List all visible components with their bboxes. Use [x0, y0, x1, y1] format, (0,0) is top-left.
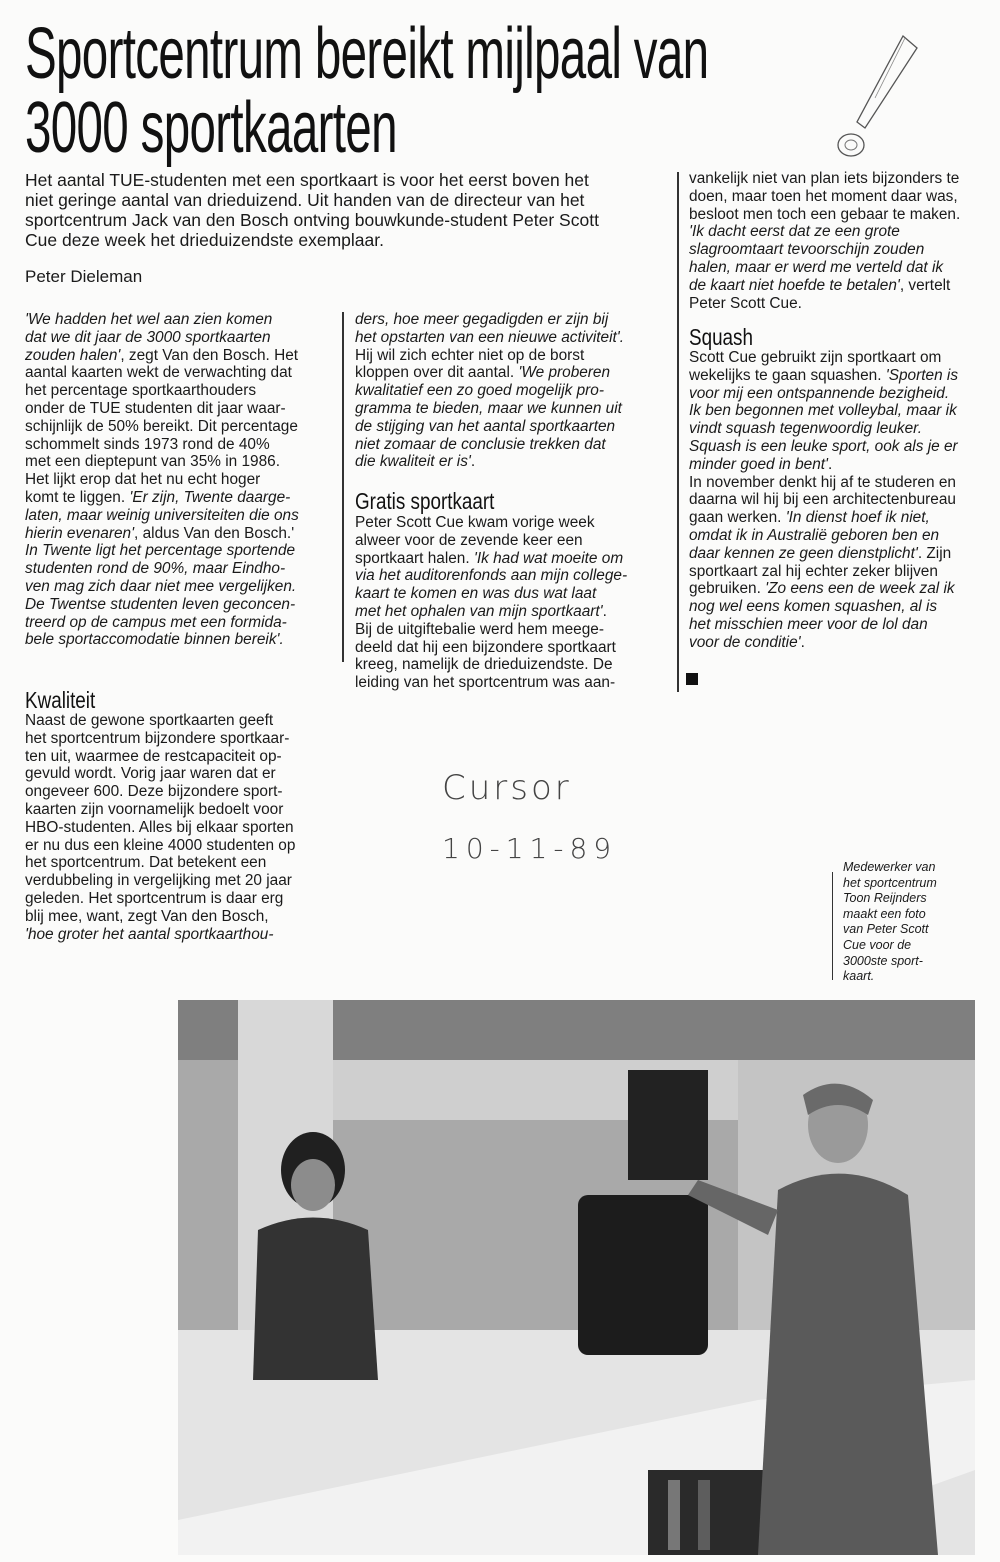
body-text: . — [827, 455, 833, 473]
text-line — [689, 402, 958, 420]
text-line — [355, 639, 627, 657]
body-text: sportkaart zal hij echter zeker blijven — [689, 562, 938, 580]
quote-text: met het ophalen van mijn sportkaart' — [355, 602, 603, 620]
text-line — [355, 621, 627, 639]
text-line — [25, 926, 295, 944]
body-text: verdubbeling in vergelijking met 20 jaar — [25, 872, 292, 890]
body-text: blij mee, want, zegt Van den Bosch, — [25, 907, 269, 925]
text-line — [25, 453, 299, 471]
body-text: . — [470, 453, 476, 471]
body-text: Peter Scott Cue. — [689, 294, 802, 312]
camera-card — [628, 1070, 708, 1180]
section-heading-kwaliteit: Kwaliteit — [25, 687, 96, 713]
end-mark — [686, 673, 698, 685]
text-line — [689, 634, 958, 652]
body-text: , vertelt — [899, 276, 951, 294]
column-3-body-2 — [689, 349, 958, 652]
text-line — [355, 311, 624, 329]
quote-text: ven mag zich daar niet mee vergelijken. — [25, 577, 297, 595]
text-line — [355, 514, 627, 532]
text-line — [689, 277, 960, 295]
text-line — [355, 585, 627, 603]
body-text: . — [602, 602, 607, 620]
quote-text: studenten rond de 90%, maar Eindho- — [25, 560, 286, 578]
text-line — [25, 400, 299, 418]
body-text: Naast de gewone sportkaarten geeft — [25, 712, 274, 729]
quote-text: de stijging van het aantal sportkaarten — [355, 417, 616, 435]
body-text: leiding van het sportcentrum was aan- — [355, 674, 616, 692]
text-line — [25, 525, 299, 543]
text-line — [25, 382, 299, 400]
intro-line: sportcentrum Jack van den Bosch ontving bouwkunde-student Peter Scott — [25, 210, 599, 230]
text-line — [25, 765, 295, 783]
text-line — [25, 542, 299, 560]
text-line — [355, 364, 624, 382]
quote-text: bele sportaccomodatie binnen bereik'. — [25, 631, 284, 649]
text-line — [689, 509, 958, 527]
text-line — [25, 908, 295, 926]
handwritten-publication: Cursor — [442, 768, 572, 808]
intro-line: Cue deze week het drieduizendste exemplaar. — [25, 230, 384, 250]
quote-text: kaart te komen en was dus wat laat — [355, 585, 597, 603]
quote-text: 'Zo eens een de week zal ik — [765, 580, 955, 598]
text-line — [689, 206, 960, 224]
text-line — [689, 259, 960, 277]
text-line — [689, 349, 958, 367]
quote-text: 'We hadden het wel aan zien komen — [25, 311, 273, 328]
column-1-body — [25, 311, 299, 649]
quote-text: voor de conditie' — [689, 633, 801, 651]
text-line — [689, 491, 958, 509]
text-line — [25, 418, 299, 436]
caption-line: maakt een foto — [843, 906, 926, 921]
text-line — [25, 712, 295, 730]
body-text: . Zijn — [917, 544, 952, 562]
body-text: gebruiken. — [689, 580, 766, 598]
quote-text: het opstarten van een nieuwe activiteit'. — [355, 328, 625, 346]
text-line — [355, 656, 627, 674]
intro-paragraph — [25, 170, 599, 250]
text-line — [25, 560, 299, 578]
quote-text: dat we dit jaar de 3000 sportkaarten — [25, 328, 271, 346]
body-text: het sportcentrum. Dat betekent een — [25, 854, 267, 872]
quote-text: kwalitatief een zo goed mogelijk pro- — [355, 382, 604, 400]
text-line — [689, 438, 958, 456]
body-text: ongeveer 600. Deze bijzondere sport- — [25, 783, 283, 801]
quote-text: laten, maar weinig universiteiten die ons — [25, 506, 299, 524]
caption-divider — [832, 872, 833, 980]
body-text: In november denkt hij af te studeren en — [689, 473, 956, 491]
body-text: HBO-studenten. Alles bij elkaar sporten — [25, 818, 294, 836]
quote-text: die kwaliteit er is' — [355, 453, 471, 471]
text-line — [25, 507, 299, 525]
body-text: sportkaart halen. — [355, 549, 474, 567]
text-line — [355, 329, 624, 347]
text-line — [689, 456, 958, 474]
body-text: doen, maar toen het moment daar was, — [689, 187, 958, 205]
column-2-body — [355, 311, 624, 471]
text-line — [689, 223, 960, 241]
text-line — [25, 872, 295, 890]
caption-line: Toon Reijnders — [843, 891, 927, 906]
intro-line: Het aantal TUE-studenten met een sportkaart is voor het eerst boven het — [25, 170, 589, 190]
body-text: besloot men toch een gebaar te maken. — [689, 205, 961, 223]
body-text: , aldus Van den Bosch.' — [134, 524, 295, 542]
text-line — [689, 367, 958, 385]
quote-text: 'hoe groter het aantal sportkaarthou- — [25, 925, 274, 943]
text-line — [25, 631, 299, 649]
quote-text: 'Sporten is — [885, 366, 959, 384]
quote-text: niet zomaar de conclusie trekken dat — [355, 435, 606, 453]
quote-text: Squash is een leuke sport, ook als je er — [689, 437, 958, 455]
text-line — [355, 674, 627, 692]
text-line — [689, 295, 960, 313]
text-line — [689, 385, 958, 403]
text-line — [689, 563, 958, 581]
text-line — [355, 550, 627, 568]
text-line — [689, 188, 960, 206]
text-line — [25, 471, 299, 489]
quote-text: treerd op de campus met een formida- — [25, 613, 287, 631]
text-line — [25, 596, 299, 614]
body-text: ten uit, waarmee de restcapaciteit op- — [25, 747, 282, 765]
text-line — [25, 578, 299, 596]
text-line — [689, 598, 958, 616]
quote-text: vindt squash tegenwoordig leuker. — [689, 420, 923, 438]
text-line — [355, 347, 624, 365]
body-text: kaarten zijn voornamelijk bedoelt voor — [25, 800, 284, 818]
section-heading-squash: Squash — [689, 324, 753, 350]
quote-text: minder goed in bent' — [689, 455, 828, 473]
body-text: schijnlijk de 50% bereikt. Dit percentage — [25, 417, 298, 435]
text-line — [355, 532, 627, 550]
caption-line: van Peter Scott — [843, 922, 929, 937]
body-text: deeld dat hij een bijzondere sportkaart — [355, 638, 616, 656]
body-text: kloppen over dit aantal. — [355, 364, 519, 382]
quote-text: zouden halen' — [25, 346, 121, 364]
body-text: , zegt Van den Bosch. Het — [120, 346, 299, 364]
body-text: wekelijks te gaan squashen. — [689, 366, 886, 384]
text-line — [25, 837, 295, 855]
text-line — [355, 400, 624, 418]
body-text: gevuld wordt. Vorig jaar waren dat er — [25, 765, 276, 783]
quote-text: omdat ik in Australië geboren ben en — [689, 526, 940, 544]
body-text: Peter Scott Cue kwam vorige week — [355, 514, 595, 531]
text-line — [689, 241, 960, 259]
suitcase — [578, 1195, 708, 1355]
body-text: alweer voor de zevende keer een — [355, 531, 583, 549]
caption-line: het sportcentrum — [843, 875, 937, 890]
column-2-body-2 — [355, 514, 627, 692]
column-3-body — [689, 170, 960, 312]
quote-text: via het auditorenfonds aan mijn college- — [355, 567, 628, 585]
text-line — [25, 311, 299, 329]
quote-text: Ik ben begonnen met volleybal, maar ik — [689, 402, 957, 420]
body-text: er nu dus een kleine 4000 studenten op — [25, 836, 296, 854]
text-line — [355, 453, 624, 471]
quote-text: halen, maar er werd me verteld dat ik — [689, 258, 944, 276]
text-line — [355, 603, 627, 621]
text-line — [689, 580, 958, 598]
text-line — [25, 329, 299, 347]
body-text: Hij wil zich echter niet op de borst — [355, 346, 585, 364]
body-text: Het lijkt erop dat het nu echt hoger — [25, 471, 261, 489]
quote-text: 'Ik had wat moeite om — [473, 549, 624, 567]
text-line — [25, 436, 299, 454]
text-line — [25, 730, 295, 748]
text-line — [689, 420, 958, 438]
body-text: het percentage sportkaarthouders — [25, 382, 257, 400]
photo-caption — [843, 860, 937, 985]
body-text: geleden. Het sportcentrum is daar erg — [25, 889, 284, 907]
quote-text: 'Ik dacht eerst dat ze een grote — [689, 223, 900, 241]
article-photo — [178, 1000, 975, 1555]
quote-text: daar kennen ze geen dienstplicht' — [689, 544, 918, 562]
text-line — [25, 890, 295, 908]
quote-text: hierin evenaren' — [25, 524, 135, 542]
quote-text: de kaart niet hoefde te betalen' — [689, 276, 900, 294]
caption-line: Cue voor de — [843, 937, 912, 952]
quote-text: gramma te bieden, maar we kunnen uit — [355, 399, 622, 417]
text-line — [25, 854, 295, 872]
body-text: aantal kaarten wekt de verwachting dat — [25, 364, 292, 382]
body-text: onder de TUE studenten dit jaar waar- — [25, 399, 286, 417]
quote-text: slagroomtaart tevoorschijn zouden — [689, 241, 925, 259]
quote-text: De Twentse studenten leven geconcen- — [25, 595, 296, 613]
section-heading-gratis-sportkaart: Gratis sportkaart — [355, 488, 495, 514]
text-line — [25, 801, 295, 819]
text-line — [25, 364, 299, 382]
intro-line: niet geringe aantal van drieduizend. Uit handen van de directeur van het — [25, 190, 585, 210]
text-line — [689, 527, 958, 545]
body-text: vankelijk niet van plan iets bijzonders te — [689, 170, 960, 187]
text-line — [689, 170, 960, 188]
body-text: schommelt sinds 1973 rond de 40% — [25, 435, 270, 453]
column-1-body-2 — [25, 712, 295, 943]
quote-text: nog wel eens komen squashen, al is — [689, 598, 938, 616]
body-text: kreeg, namelijk de drieduizendste. De — [355, 656, 613, 674]
quote-text: voor mij een ontspannende bezigheid. — [689, 384, 950, 402]
text-line — [25, 347, 299, 365]
text-line — [355, 382, 624, 400]
photo-scene — [178, 1000, 975, 1555]
quote-text: ders, hoe meer gegadigden er zijn bij — [355, 311, 609, 328]
quote-text: 'Er zijn, Twente daarge- — [129, 488, 291, 506]
body-text: . — [800, 633, 805, 651]
exclamation-sketch-icon — [815, 28, 925, 163]
caption-line: 3000ste sport- — [843, 953, 923, 968]
text-line — [25, 748, 295, 766]
headline-line-2: 3000 sportkaarten — [25, 88, 397, 168]
text-line — [689, 474, 958, 492]
text-line — [355, 418, 624, 436]
text-line — [25, 489, 299, 507]
person-left — [253, 1218, 378, 1381]
text-line — [689, 545, 958, 563]
quote-text: 'In dienst hoef ik niet, — [785, 509, 930, 527]
text-line — [25, 819, 295, 837]
body-text: komt te liggen. — [25, 488, 130, 506]
body-text: Scott Cue gebruikt zijn sportkaart om — [689, 349, 942, 366]
text-line — [689, 616, 958, 634]
body-text: gaan werken. — [689, 509, 786, 527]
caption-line: Medewerker van — [843, 860, 936, 874]
body-text: Bij de uitgiftebalie werd hem meege- — [355, 620, 604, 638]
quote-text: 'We proberen — [518, 364, 611, 382]
body-text: met een dieptepunt van 35% in 1986. — [25, 453, 280, 471]
byline: Peter Dieleman — [25, 267, 143, 286]
text-line — [25, 783, 295, 801]
body-text: daarna wil hij bij een architectenbureau — [689, 491, 956, 509]
body-text: het sportcentrum bijzondere sportkaar- — [25, 729, 290, 747]
quote-text: het misschien meer voor de lol dan — [689, 615, 928, 633]
headline-line-1: Sportcentrum bereikt mijlpaal van — [25, 14, 709, 94]
text-line — [355, 436, 624, 454]
caption-line: kaart. — [843, 969, 875, 984]
column-divider — [342, 312, 344, 662]
quote-text: In Twente ligt het percentage sportende — [25, 542, 296, 560]
text-line — [355, 567, 627, 585]
column-divider — [677, 172, 679, 692]
text-line — [25, 614, 299, 632]
handwritten-date: 10-11-89 — [442, 832, 618, 865]
